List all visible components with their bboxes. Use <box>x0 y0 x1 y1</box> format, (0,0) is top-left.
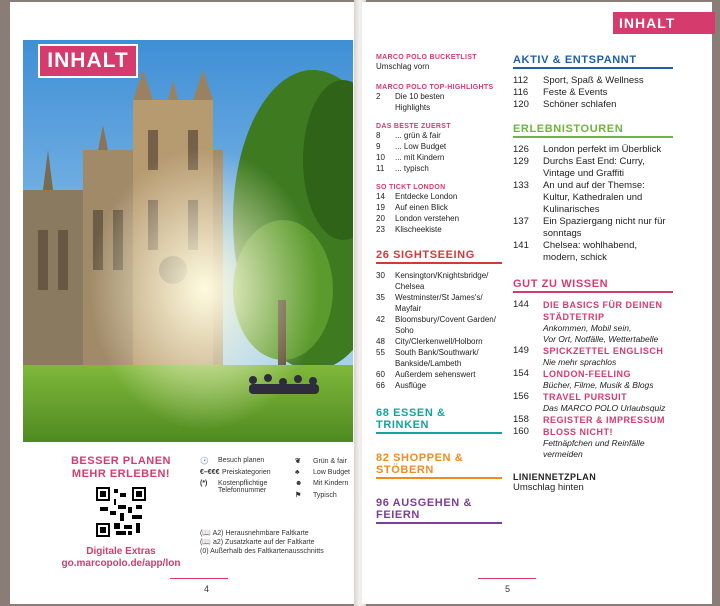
page-number-left: 4 <box>204 584 210 594</box>
westminster-abbey-photo <box>23 40 353 442</box>
toc-entry[interactable]: 144 DIE BASICS FÜR DEINEN STÄDTETRIP Ankommen, Mobil sein, Vor Ort, Notfälle, Wettertabelle <box>513 299 663 344</box>
ausgehen-title[interactable]: 96 AUSGEHEN & FEIERN <box>376 497 473 521</box>
toc-entry[interactable]: 10 ... mit Kindern <box>376 153 445 162</box>
toc-entry[interactable]: Bankside/Lambeth <box>395 359 462 368</box>
asterisk-icon: (*) <box>200 480 208 487</box>
touren-title[interactable]: ERLEBNISTOUREN <box>513 123 624 135</box>
digital-extras-promo <box>56 455 186 570</box>
promo-title-1: BESSER PLANEN <box>70 455 172 467</box>
toc-column-middle <box>376 54 502 524</box>
bucketlist-title: MARCO POLO BUCKETLIST <box>376 54 477 61</box>
map-note: (0) Außerhalb des Faltkartenausschnitts <box>200 548 324 555</box>
toc-entry[interactable]: 66 Ausflüge <box>376 381 427 390</box>
toc-entry[interactable]: 9 ... Low Budget <box>376 142 447 151</box>
toc-entry[interactable]: 19 Auf einen Blick <box>376 203 448 212</box>
toc-entry[interactable]: 35 Westminster/St James's/ <box>376 293 483 302</box>
toc-entry[interactable]: 2 Die 10 besten <box>376 92 445 101</box>
toc-entry[interactable]: modern, schick <box>543 252 607 263</box>
shoppen-title[interactable]: 82 SHOPPEN & STÖBERN <box>376 452 464 476</box>
toc-entry[interactable]: 133 An und auf der Themse: <box>513 180 645 191</box>
clock-icon: 🕑 <box>200 458 209 465</box>
toc-entry[interactable]: 23 Klischeekiste <box>376 225 442 234</box>
toc-entry[interactable]: 160 BLOSS NICHT! Fettnäpfchen und Reinfälle vermeiden <box>513 426 645 459</box>
toc-entry[interactable]: Highlights <box>395 103 431 112</box>
london-title: SO TICKT LONDON <box>376 184 446 191</box>
toc-entry[interactable]: Umschlag vorn <box>376 62 430 71</box>
wissen-title[interactable]: GUT ZU WISSEN <box>513 278 609 290</box>
toc-entry[interactable]: 129 Durchs East End: Curry, <box>513 156 645 167</box>
ausgehen-section <box>376 497 502 524</box>
section-bar <box>376 432 502 434</box>
legend-text: Low Budget <box>313 469 350 476</box>
section-bar <box>376 522 502 524</box>
liniennetz-entry[interactable]: LINIENNETZPLAN Umschlag hinten <box>513 472 597 493</box>
section-bar <box>513 136 673 138</box>
toc-entry[interactable]: Chelsea <box>395 282 425 291</box>
aktiv-title[interactable]: AKTIV & ENTSPANNT <box>513 54 637 66</box>
piggy-bank-icon: ♣ <box>295 469 300 476</box>
essen-section <box>376 407 502 434</box>
page-rule <box>170 578 228 579</box>
kids-icon: ☻ <box>295 480 303 487</box>
toc-entry[interactable]: Vintage und Graffiti <box>543 168 624 179</box>
toc-entry[interactable]: Kultur, Kathedralen und <box>543 192 643 203</box>
qr-code-icon[interactable] <box>96 487 146 537</box>
toc-column-right <box>513 54 673 493</box>
promo-link-url[interactable]: go.marcopolo.de/app/lon <box>61 558 181 569</box>
toc-entry[interactable]: sonntags <box>543 228 582 239</box>
sightseeing-section <box>376 249 502 264</box>
toc-entry[interactable]: 137 Ein Spaziergang nicht nur für <box>513 216 666 227</box>
toc-entry[interactable]: 126 London perfekt im Überblick <box>513 144 662 155</box>
section-bar <box>376 262 502 264</box>
section-bar <box>513 67 673 69</box>
legend-text: Mit Kindern <box>313 480 349 487</box>
toc-entry[interactable]: 149 SPICKZETTEL ENGLISCH Nie mehr sprachlos <box>513 345 664 367</box>
toc-entry[interactable]: Soho <box>395 326 414 335</box>
shoppen-section <box>376 452 502 479</box>
promo-link-label: Digitale Extras <box>86 546 156 557</box>
toc-entry[interactable]: 141 Chelsea: wohlhabend, <box>513 240 638 251</box>
sightseeing-title[interactable]: 26 SIGHTSEEING <box>376 249 475 261</box>
toc-entry[interactable]: 8 ... grün & fair <box>376 131 441 140</box>
toc-entry[interactable]: 48 City/Clerkenwell/Holborn <box>376 337 483 346</box>
toc-entry[interactable]: Mayfair <box>395 304 422 313</box>
legend-text: Besuch planen <box>218 457 265 464</box>
legend-text: Preiskategorien <box>222 469 271 476</box>
page-rule <box>478 578 536 579</box>
toc-entry[interactable]: 30 Kensington/Knightsbridge/ <box>376 271 489 280</box>
essen-title[interactable]: 68 ESSEN & TRINKEN <box>376 407 446 431</box>
leaf-icon: ❦ <box>295 458 301 465</box>
legend-text: Grün & fair <box>313 458 347 465</box>
page-number-right: 5 <box>505 584 511 594</box>
toc-entry[interactable]: 154 LONDON-FEELING Bücher, Filme, Musik & Blogs <box>513 368 654 390</box>
legend-text: Typisch <box>313 492 337 499</box>
toc-entry[interactable]: 116 Feste & Events <box>513 87 608 98</box>
inhalt-header: INHALT <box>613 12 715 34</box>
toc-entry[interactable]: 42 Bloomsbury/Covent Garden/ <box>376 315 496 324</box>
inhalt-badge: INHALT <box>38 44 138 78</box>
toc-entry[interactable]: 158 REGISTER & IMPRESSUM <box>513 414 666 425</box>
toc-entry[interactable]: 120 Schöner schlafen <box>513 99 617 110</box>
flag-icon: ⚑ <box>295 492 302 499</box>
toc-entry[interactable]: 11 ... typisch <box>376 164 429 173</box>
toc-entry[interactable]: 60 Außerdem sehenswert <box>376 370 476 379</box>
price-icon: €–€€€ <box>200 469 220 476</box>
toc-entry[interactable]: 112 Sport, Spaß & Wellness <box>513 75 644 86</box>
map-note: (📖 A2) Herausnehmbare Faltkarte <box>200 530 309 537</box>
section-bar <box>513 291 673 293</box>
toc-entry[interactable]: Kulinarisches <box>543 204 600 215</box>
map-note: (📖 a2) Zusatzkarte auf der Faltkarte <box>200 539 315 546</box>
legend-text: Kostenpflichtige Telefonnummer <box>218 480 268 494</box>
toc-entry[interactable]: 14 Entdecke London <box>376 192 458 201</box>
toc-entry[interactable]: 55 South Bank/Southwark/ <box>376 348 479 357</box>
promo-title-2: MEHR ERLEBEN! <box>71 468 171 480</box>
toc-entry[interactable]: 20 London verstehen <box>376 214 460 223</box>
section-bar <box>376 477 502 479</box>
toc-entry[interactable]: 156 TRAVEL PURSUIT Das MARCO POLO Urlaubsquiz <box>513 391 666 413</box>
zuerst-title: DAS BESTE ZUERST <box>376 123 451 130</box>
highlights-title: MARCO POLO TOP-HIGHLIGHTS <box>376 84 494 91</box>
